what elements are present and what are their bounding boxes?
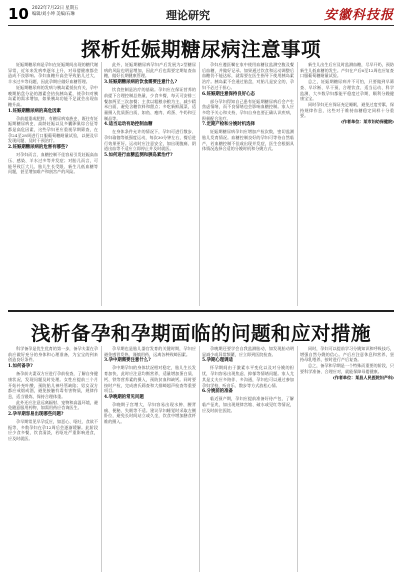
paragraph: 孕早期也是胎儿器官发育的关键时期，孕妇应避免感冒发热，谨慎用药，远离各种致畸因素。 [104, 346, 196, 357]
paragraph: 妊娠期糖尿病是孕妇在妊娠期间出现的糖代谢异常，近年来发病率逐年上升，对母婴健康都会造成不良影响。孕妇血糖升高会导致胎儿过大、羊水过多等问题，因此孕期应做好血糖管理。 [8, 62, 98, 85]
subheading: 1.妊娠期糖尿病的高危因素 [8, 108, 61, 114]
date-line: 2022年7月22日 星期五 [32, 6, 79, 11]
article2-column-2 [104, 346, 196, 572]
article2-column-3 [202, 346, 294, 572]
article2-column-1 [8, 346, 98, 572]
article2-column-4 [300, 346, 394, 572]
article1-column-3 [202, 62, 294, 306]
paragraph: 妊娠期糖尿病孕妇应增加产检次数，密切监测胎儿发育情况。血糖控制良好的孕妇可等待自然临产，若血糖控制不佳或出现并发症，医生会根据具体情况选择合适的分娩时机和分娩方式。 [202, 129, 294, 152]
article-divider [8, 310, 394, 312]
issue-meta [32, 6, 122, 18]
section-title: 理论研究 [166, 9, 210, 22]
subheading: 5.如何进行血糖监测和胰岛素治疗? [104, 153, 173, 159]
article1-title: 探析妊娠期糖尿病注意事项 [80, 38, 321, 61]
subheading: 4.适当运动有助控制血糖 [104, 122, 153, 128]
author-byline: (作者单位：某县人民医院妇产科) [332, 374, 394, 380]
subheading: 3.孕中期需要注意什么? [104, 358, 151, 364]
article2-title: 浅析备孕和孕期面临的问题和应对措施 [30, 322, 371, 345]
paragraph: 备孕前夫妻双方应进行孕前检查，了解自身健康状况，发现问题及时处理。女性应提前三个月开始补充叶酸，预防胎儿神经管缺陷；男女双方都应戒烟戒酒，避免接触有毒有害物质，规律作息，适当锻炼，保持合理体重。 [8, 371, 98, 399]
paragraph: 临近预产期，孕妇应提前准备好待产包，了解临产征兆，如出现规律宫缩、破水或见红等情况，应及时前往医院。 [202, 396, 294, 413]
article1-column-2 [104, 62, 196, 306]
newspaper-masthead: 安徽科技报 [323, 8, 394, 23]
paragraph: 孕晚期子宫增大，孕妇容易出现水肿、腰背痛、便秘、失眠等不适。建议孕妇睡觉时采取左侧卧位，避免长时间站立或久坐，饮食中增加膳食纤维的摄入。 [104, 401, 196, 425]
subheading: 1.如何备孕? [8, 364, 33, 370]
header-rule [8, 25, 394, 26]
paragraph: 总之，备孕和孕期是一个特殊而重要的阶段，只要科学准备、合理应对，就能保障母婴健康。 [300, 363, 394, 374]
paragraph: 妊娠期糖尿病的发病与胰岛素抵抗有关，孕中晚期胎盘分泌的激素会拮抗胰岛素，使孕妇对胰岛素的需求增加，如果胰岛功能不足就会出现血糖升高。 [8, 84, 98, 107]
page-number: 10 [8, 5, 29, 23]
author-byline: (作者单位：某市妇幼保健院) [341, 119, 394, 125]
paragraph: 总之，妊娠期糖尿病并不可怕，只要做到早筛查、早诊断、早干预，合理饮食、适当运动、科学监测，大多数孕妇都能平稳度过孕期，顺利分娩健康宝宝。 [300, 79, 394, 102]
article1-column-4 [300, 62, 394, 306]
subheading: 7.定期产检和分娩时机选择 [202, 122, 255, 128]
subheading: 2.孕早期容易出现哪些问题? [8, 412, 64, 418]
paragraph: 孕晚期还要学会自我监测胎动，如发现胎动明显减少或异常频繁，应立即到医院检查。 [202, 346, 294, 357]
column-divider [199, 62, 200, 306]
paragraph: 孕早期常见早孕反应，如恶心、呕吐、食欲不振等，多数孕妇在孕12周后会逐渐缓解。此阶段应少食多餐，饮食清淡，若呕吐严重影响进食，应及时就医。 [8, 419, 98, 442]
subheading: 2.妊娠期糖尿病的危害有哪些? [8, 145, 68, 151]
subheading: 3.妊娠期糖尿病的饮食需要注意什么? [104, 80, 178, 86]
paragraph: 此外，妊娠期糖尿病孕妇产后发展为2型糖尿病的风险也明显增加，因此产后也需要定期复查血糖，做好长期健康管理。 [104, 62, 196, 79]
paragraph: 孕中期孕妇的身体状况相对稳定，胎儿生长发育加快，此时应注意均衡营养，适量增加蛋白质、钙、铁等营养素的摄入，预防贫血和缺钙。同时要按时产检，完成唐氏筛查和大排畸超声检查等重要项目。 [104, 365, 196, 394]
paragraph: 科学备孕是优生优育的第一步，备孕夫妻在孕前应做好充分的身体和心理准备，为宝宝的到来创造良好条件。 [8, 346, 98, 363]
paragraph: 部分孕妇得知自己患有妊娠期糖尿病后会产生焦虑情绪，而不良情绪也会影响血糖控制。家人应多给予关心和支持，孕妇自身也要正确认识疾病，积极配合治疗。 [202, 98, 294, 121]
subheading: 6.分娩前的准备 [202, 389, 233, 395]
paragraph: 同时孕妇还应保证充足睡眠，避免过度劳累，保持规律作息，这些对于维持血糖稳定同样十分重要。 [300, 101, 394, 119]
subheading: 4.孕晚期的常见问题 [104, 394, 144, 400]
paragraph: 怀孕期间由于激素水平变化以及对分娩的担忧，孕妇容易出现焦虑、抑郁等情绪问题。家人尤其是丈夫应多陪伴、多沟通，孕妇也可以通过参加孕妇学校、听音乐、散步等方式放松心情。 [202, 365, 294, 388]
paragraph: 饮食控制是治疗的基础。孕妇应在保证营养的前提下合理控制总热量，少食多餐，每天可安排三餐加两至三次加餐；主食以粗粮杂粮为主，减少精米白面，避免含糖饮料和甜点；多吃新鲜蔬菜，适量摄入优质蛋白质，如鱼、瘦肉、鸡蛋、牛奶和豆制品等。 [104, 87, 196, 121]
paragraph: 孕妇应遵医嘱在家中使用血糖仪监测空腹及餐后血糖，并做好记录。如果通过饮食和运动调整后血糖仍不能达标，就需要在医生指导下使用胰岛素治疗。胰岛素不会通过胎盘，对胎儿是安全的，孕妇不必过于担心。 [202, 62, 294, 90]
article1-column-1 [8, 62, 98, 306]
column-divider [297, 62, 298, 306]
paragraph: 孕前超重或肥胖、有糖尿病家族史、既往有妊娠期糖尿病史、高龄妊娠以及多囊卵巢综合征等都是高危因素，这些孕妇更应重视孕期筛查，在孕24至28周进行口服葡萄糖耐量试验，以便及早发现问题、及时干预治疗。 [8, 115, 98, 144]
paragraph: 同时，孕妇可以提前学习分娩知识和呼吸技巧，增强自然分娩的信心。产后应注意休息和营养，坚持母乳喂养，按时进行产后复查。 [300, 346, 394, 363]
column-divider [101, 62, 102, 306]
paragraph: 在身体条件允许的情况下，孕妇可进行散步、孕妇瑜伽等低强度运动，每次30分钟左右，餐后进行效果更好。运动时应注意安全，如出现腹痛、阴道出血等不适应立即停止并及时就医。 [104, 129, 196, 152]
paragraph: 此外还应注意远离辐射、宠物和高温环境，避免随意服用药物，如需用药应咨询医生。 [8, 399, 98, 411]
editor-line: 编辑/刘小坤 美编/石琳 [32, 12, 75, 17]
subheading: 6.妊娠期注意保持良好心态 [202, 91, 255, 97]
page-header [8, 4, 394, 24]
column-divider [297, 346, 298, 572]
column-divider [101, 346, 102, 572]
column-divider [199, 346, 200, 572]
paragraph: 对孕妇而言，血糖控制不佳容易引发妊娠高血压、感染、羊水过多等并发症；对胎儿而言，可能导致巨大儿、胎儿生长受限、新生儿低血糖等问题，甚至增加难产和剖宫产的风险。 [8, 152, 98, 175]
subheading: 5.孕期心理调适 [202, 358, 233, 364]
paragraph: 新生儿出生后应及时监测血糖，尽早开奶，预防新生儿低血糖的发生。产妇在产后6至12周也应复查口服葡萄糖耐量试验。 [300, 62, 394, 79]
